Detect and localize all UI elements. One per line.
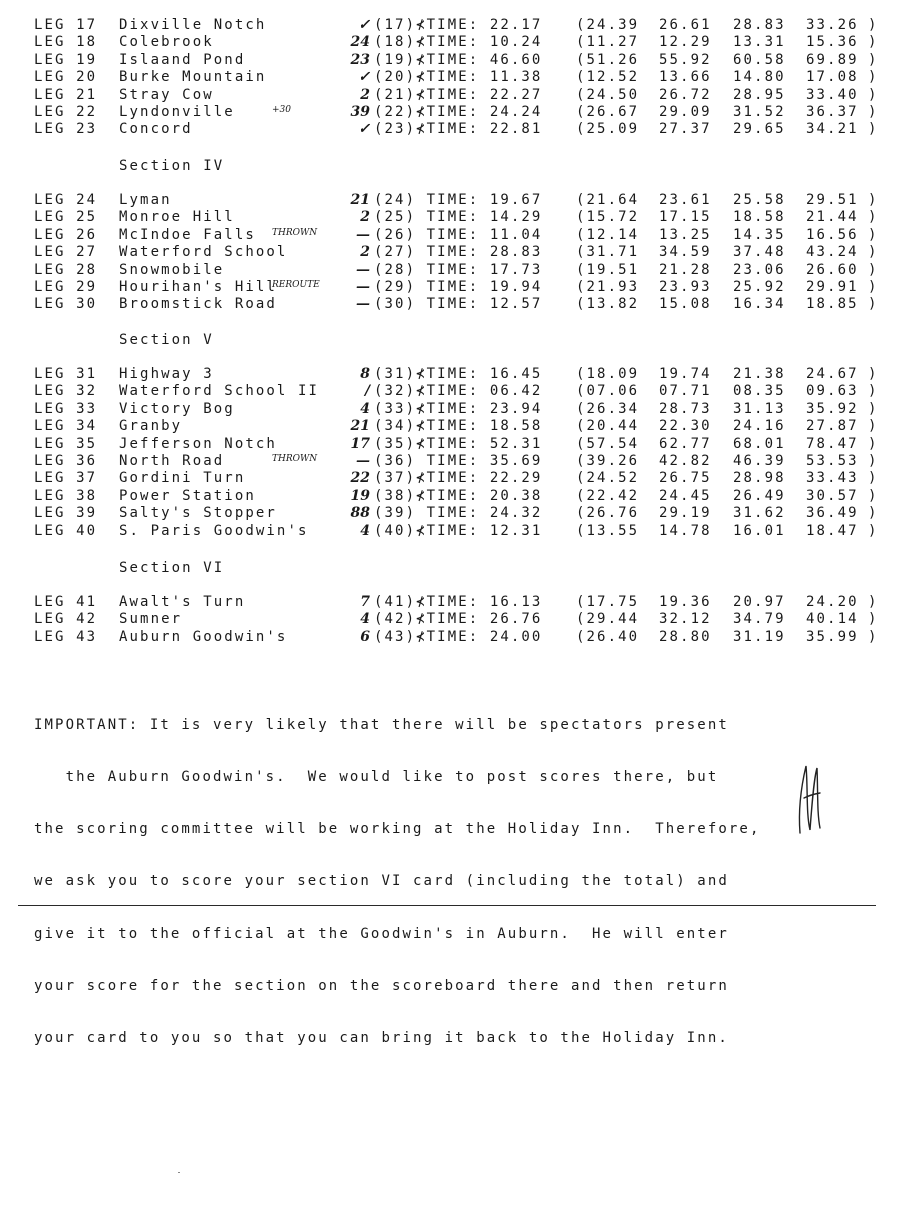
leg-location-name: McIndoe Falls [119,226,256,243]
leg-location-name: Jefferson Notch [119,435,277,452]
time-value-1: (39.26 [576,453,640,469]
leg-location-name: Lyman [119,192,172,208]
time-value-2: 26.75 [659,470,712,487]
leg-row [0,52,900,69]
time-value-4: 29.51 [806,192,859,208]
handwritten-score-mark: / [364,383,370,400]
time-value-3: 34.79 [733,611,786,628]
time-value-4: 78.47 [806,435,859,452]
time-value-1: (24.50 [576,86,640,103]
time-value-3: 28.98 [733,470,786,487]
leg-number: LEG 31 [34,366,98,382]
leg-time: (18)⊀TIME: 10.24 [374,34,543,51]
leg-number: LEG 24 [34,192,98,208]
time-value-2: 23.93 [659,279,712,295]
important-line: we ask you to score your section VI card (including the total) and [34,873,729,890]
time-value-1: (21.64 [576,192,640,208]
closing-paren: ) [868,505,879,522]
closing-paren: ) [868,594,879,610]
closing-paren: ) [868,435,879,452]
important-line: your score for the section on the scoreboard there and then return [34,977,729,994]
time-value-3: 16.34 [733,296,786,313]
handwritten-score-mark: ✓ [358,17,370,33]
time-value-1: (20.44 [576,418,640,435]
handwritten-score-mark: 23 [350,51,370,68]
leg-location-name: Colebrook [119,34,214,51]
closing-paren: ) [868,522,879,539]
closing-paren: ) [868,226,879,243]
leg-number: LEG 17 [34,17,98,33]
time-value-4: 69.89 [806,51,859,68]
leg-time: (42)⊀TIME: 26.76 [374,611,543,628]
time-value-4: 35.99 [806,628,859,645]
leg-row [0,594,900,611]
time-value-2: 29.09 [659,104,712,120]
leg-location-name: Granby [119,418,183,435]
time-value-4: 15.36 [806,34,859,51]
leg-number: LEG 35 [34,435,98,452]
leg-location-name: Highway 3 [119,366,214,382]
leg-location-name: Victory Bog [119,400,235,417]
handwritten-initials-signature [790,758,830,838]
time-value-4: 24.67 [806,366,859,382]
leg-number: LEG 37 [34,470,98,487]
time-value-2: 29.19 [659,505,712,522]
time-value-4: 33.40 [806,86,859,103]
leg-time: (21)⊀TIME: 22.27 [374,86,543,103]
time-value-3: 16.01 [733,522,786,539]
handwritten-score-mark: — [356,279,370,295]
time-value-3: 13.31 [733,34,786,51]
closing-paren: ) [868,453,879,469]
handwritten-score-mark: 21 [350,418,370,435]
time-value-4: 17.08 [806,69,859,86]
leg-location-name: Lyndonville [119,104,235,120]
time-value-1: (13.55 [576,522,640,539]
time-value-3: 28.83 [733,17,786,33]
time-value-1: (18.09 [576,366,640,382]
time-value-4: 24.20 [806,594,859,610]
leg-number: LEG 38 [34,487,98,504]
leg-location-name: Broomstick Road [119,296,277,313]
leg-location-name: North Road [119,453,225,469]
leg-location-name: Sumner [119,611,183,628]
leg-time: (25) TIME: 14.29 [374,209,543,226]
leg-time: (43)⊀TIME: 24.00 [374,628,543,645]
closing-paren: ) [868,104,879,120]
handwritten-score-mark: 19 [350,487,370,504]
closing-paren: ) [868,244,879,261]
leg-time: (33)⊀TIME: 23.94 [374,400,543,417]
leg-time: (39) TIME: 24.32 [374,505,543,522]
leg-number: LEG 22 [34,104,98,120]
time-value-1: (51.26 [576,51,640,68]
leg-row [0,470,900,487]
leg-location-name: Concord [119,121,193,138]
leg-number: LEG 21 [34,86,98,103]
time-value-1: (57.54 [576,435,640,452]
leg-row [0,436,900,453]
important-line: your card to you so that you can bring it back to the Holiday Inn. [34,1030,729,1047]
important-line: the scoring committee will be working at the Holiday Inn. Therefore, [34,821,761,838]
time-value-2: 23.61 [659,192,712,208]
leg-number: LEG 27 [34,244,98,261]
time-value-3: 14.80 [733,69,786,86]
time-value-4: 09.63 [806,383,859,400]
time-value-2: 62.77 [659,435,712,452]
handwritten-score-mark: 24 [350,34,370,51]
time-value-2: 13.25 [659,226,712,243]
time-value-2: 21.28 [659,261,712,278]
time-value-4: 26.60 [806,261,859,278]
handwritten-score-mark: 2 [360,86,370,103]
leg-row [0,629,900,646]
time-value-2: 19.36 [659,594,712,610]
leg-row [0,418,900,435]
closing-paren: ) [868,296,879,313]
leg-location-name: Gordini Turn [119,470,246,487]
time-value-2: 26.72 [659,86,712,103]
leg-row [0,611,900,628]
handwritten-score-mark: 2 [360,209,370,226]
time-value-4: 53.53 [806,453,859,469]
leg-location-name: S. Paris Goodwin's [119,522,309,539]
leg-row [0,121,900,138]
leg-row [0,383,900,400]
time-value-2: 26.61 [659,17,712,33]
time-value-1: (26.76 [576,505,640,522]
leg-number: LEG 18 [34,34,98,51]
time-value-4: 36.37 [806,104,859,120]
leg-location-name: Snowmobile [119,261,225,278]
leg-time: (37)⊀TIME: 22.29 [374,470,543,487]
leg-location-name: Power Station [119,487,256,504]
time-value-2: 12.29 [659,34,712,51]
time-value-4: 36.49 [806,505,859,522]
time-value-3: 21.38 [733,366,786,382]
leg-time: (27) TIME: 28.83 [374,244,543,261]
closing-paren: ) [868,17,879,33]
time-value-1: (31.71 [576,244,640,261]
leg-time: (20)⊀TIME: 11.38 [374,69,543,86]
time-value-3: 60.58 [733,51,786,68]
leg-time: (30) TIME: 12.57 [374,296,543,313]
time-value-4: 30.57 [806,487,859,504]
leg-row [0,192,900,209]
leg-location-name: Salty's Stopper [119,505,277,522]
leg-location-name: Stray Cow [119,86,214,103]
time-value-3: 24.16 [733,418,786,435]
time-value-3: 31.19 [733,628,786,645]
handwritten-note: THROWN [272,227,318,238]
leg-row [0,505,900,522]
time-value-4: 43.24 [806,244,859,261]
leg-row [0,209,900,226]
leg-row [0,69,900,86]
time-value-4: 29.91 [806,279,859,295]
leg-time: (32)⊀TIME: 06.42 [374,383,543,400]
leg-row [0,17,900,34]
time-value-2: 28.80 [659,628,712,645]
time-value-1: (24.39 [576,17,640,33]
handwritten-score-mark: 4 [360,400,370,417]
leg-time: (38)⊀TIME: 20.38 [374,487,543,504]
leg-number: LEG 39 [34,505,98,522]
handwritten-score-mark: 8 [360,366,370,382]
section-vi-heading: Section VI [119,560,225,576]
time-value-1: (26.34 [576,400,640,417]
handwritten-score-mark: 17 [350,435,370,452]
handwritten-score-mark: — [356,296,370,313]
leg-row [0,104,900,121]
leg-number: LEG 19 [34,51,98,68]
time-value-2: 42.82 [659,453,712,469]
handwritten-score-mark: — [356,453,370,469]
closing-paren: ) [868,487,879,504]
leg-row [0,453,900,470]
time-value-4: 16.56 [806,226,859,243]
time-value-3: 25.92 [733,279,786,295]
handwritten-score-mark: 4 [360,611,370,628]
leg-row [0,488,900,505]
leg-number: LEG 25 [34,209,98,226]
time-value-3: 08.35 [733,383,786,400]
handwritten-score-mark: — [356,226,370,243]
time-value-1: (26.67 [576,104,640,120]
leg-number: LEG 28 [34,261,98,278]
time-value-4: 18.85 [806,296,859,313]
leg-number: LEG 36 [34,453,98,469]
closing-paren: ) [868,261,879,278]
bottom-divider-right [474,905,876,906]
time-value-1: (11.27 [576,34,640,51]
handwritten-score-mark: 39 [350,104,370,120]
handwritten-score-mark: 7 [360,594,370,610]
time-value-3: 18.58 [733,209,786,226]
bottom-divider-left [18,905,252,906]
closing-paren: ) [868,418,879,435]
leg-row [0,227,900,244]
time-value-3: 31.62 [733,505,786,522]
leg-row [0,262,900,279]
section-v-heading: Section V [119,332,214,348]
leg-time: (28) TIME: 17.73 [374,261,543,278]
leg-time: (40)⊀TIME: 12.31 [374,522,543,539]
leg-time: (22)⊀TIME: 24.24 [374,104,543,120]
leg-number: LEG 43 [34,628,98,645]
handwritten-score-mark: — [356,261,370,278]
closing-paren: ) [868,51,879,68]
leg-location-name: Burke Mountain [119,69,267,86]
time-value-1: (13.82 [576,296,640,313]
time-value-4: 35.92 [806,400,859,417]
important-line: IMPORTANT: It is very likely that there will be spectators present [34,716,729,733]
handwritten-score-mark: ✓ [358,121,370,138]
leg-time: (35)⊀TIME: 52.31 [374,435,543,452]
time-value-1: (25.09 [576,121,640,138]
leg-row [0,244,900,261]
time-value-1: (17.75 [576,594,640,610]
leg-location-name: Awalt's Turn [119,594,246,610]
time-value-3: 20.97 [733,594,786,610]
time-value-2: 24.45 [659,487,712,504]
time-value-3: 25.58 [733,192,786,208]
time-value-1: (29.44 [576,611,640,628]
time-value-4: 18.47 [806,522,859,539]
handwritten-score-mark: ✓ [358,69,370,86]
leg-time: (41)⊀TIME: 16.13 [374,594,543,610]
time-value-2: 13.66 [659,69,712,86]
closing-paren: ) [868,121,879,138]
time-value-2: 15.08 [659,296,712,313]
handwritten-score-mark: 6 [360,628,370,645]
time-value-3: 29.65 [733,121,786,138]
time-value-3: 46.39 [733,453,786,469]
time-value-2: 14.78 [659,522,712,539]
leg-row [0,279,900,296]
time-value-3: 68.01 [733,435,786,452]
leg-time: (31)⊀TIME: 16.45 [374,366,543,382]
time-value-2: 55.92 [659,51,712,68]
leg-number: LEG 23 [34,121,98,138]
bottom-divider-middle [252,905,474,906]
time-value-3: 31.13 [733,400,786,417]
leg-location-name: Islaand Pond [119,51,246,68]
time-value-1: (24.52 [576,470,640,487]
important-line: give it to the official at the Goodwin's in Auburn. He will enter [34,925,729,942]
time-value-2: 19.74 [659,366,712,382]
handwritten-score-mark: 22 [350,470,370,487]
leg-row [0,366,900,383]
section-iv-heading: Section IV [119,158,225,174]
time-value-1: (12.52 [576,69,640,86]
leg-number: LEG 30 [34,296,98,313]
closing-paren: ) [868,611,879,628]
time-value-3: 14.35 [733,226,786,243]
closing-paren: ) [868,86,879,103]
closing-paren: ) [868,470,879,487]
handwritten-score-mark: 21 [350,192,370,208]
time-value-2: 28.73 [659,400,712,417]
important-line: the Auburn Goodwin's. We would like to post scores there, but [34,769,719,786]
closing-paren: ) [868,69,879,86]
handwritten-note: +30 [272,105,291,115]
time-value-1: (26.40 [576,628,640,645]
time-value-2: 17.15 [659,209,712,226]
leg-row [0,34,900,51]
time-value-3: 31.52 [733,104,786,120]
leg-number: LEG 34 [34,418,98,435]
leg-location-name: Monroe Hill [119,209,235,226]
time-value-4: 40.14 [806,611,859,628]
closing-paren: ) [868,400,879,417]
leg-row [0,87,900,104]
time-value-2: 22.30 [659,418,712,435]
time-value-3: 37.48 [733,244,786,261]
time-value-1: (15.72 [576,209,640,226]
closing-paren: ) [868,628,879,645]
time-value-3: 28.95 [733,86,786,103]
time-value-3: 23.06 [733,261,786,278]
time-value-3: 26.49 [733,487,786,504]
closing-paren: ) [868,192,879,208]
leg-time: (34)⊀TIME: 18.58 [374,418,543,435]
scan-speck [178,1172,180,1173]
handwritten-score-mark: 2 [360,244,370,261]
leg-row [0,523,900,540]
leg-location-name: Auburn Goodwin's [119,628,288,645]
time-value-4: 34.21 [806,121,859,138]
leg-time: (23)⊀TIME: 22.81 [374,121,543,138]
leg-row [0,401,900,418]
time-value-4: 33.43 [806,470,859,487]
time-value-2: 07.71 [659,383,712,400]
time-value-1: (21.93 [576,279,640,295]
handwritten-note: REROUTE [272,280,320,290]
leg-time: (19)⊀TIME: 46.60 [374,51,543,68]
time-value-1: (22.42 [576,487,640,504]
leg-time: (29) TIME: 19.94 [374,279,543,295]
leg-location-name: Hourihan's Hill [119,279,277,295]
closing-paren: ) [868,209,879,226]
leg-location-name: Waterford School [119,244,288,261]
time-value-2: 32.12 [659,611,712,628]
handwritten-note: THROWN [272,454,318,464]
leg-row [0,296,900,313]
leg-number: LEG 33 [34,400,98,417]
closing-paren: ) [868,34,879,51]
leg-number: LEG 42 [34,611,98,628]
closing-paren: ) [868,383,879,400]
time-value-1: (19.51 [576,261,640,278]
time-value-4: 21.44 [806,209,859,226]
leg-number: LEG 29 [34,279,98,295]
closing-paren: ) [868,279,879,295]
time-value-1: (07.06 [576,383,640,400]
leg-number: LEG 26 [34,226,98,243]
leg-location-name: Waterford School II [119,383,320,400]
time-value-4: 27.87 [806,418,859,435]
leg-location-name: Dixville Notch [119,17,267,33]
leg-number: LEG 20 [34,69,98,86]
closing-paren: ) [868,366,879,382]
time-value-2: 34.59 [659,244,712,261]
leg-time: (36) TIME: 35.69 [374,453,543,469]
important-note [34,682,834,1082]
leg-number: LEG 32 [34,383,98,400]
time-value-1: (12.14 [576,226,640,243]
leg-time: (17)⊀TIME: 22.17 [374,17,543,33]
time-value-2: 27.37 [659,121,712,138]
leg-time: (26) TIME: 11.04 [374,226,543,243]
time-value-4: 33.26 [806,17,859,33]
leg-time: (24) TIME: 19.67 [374,192,543,208]
handwritten-score-mark: 4 [360,522,370,539]
leg-number: LEG 40 [34,522,98,539]
handwritten-score-mark: 88 [350,505,370,522]
leg-number: LEG 41 [34,594,98,610]
